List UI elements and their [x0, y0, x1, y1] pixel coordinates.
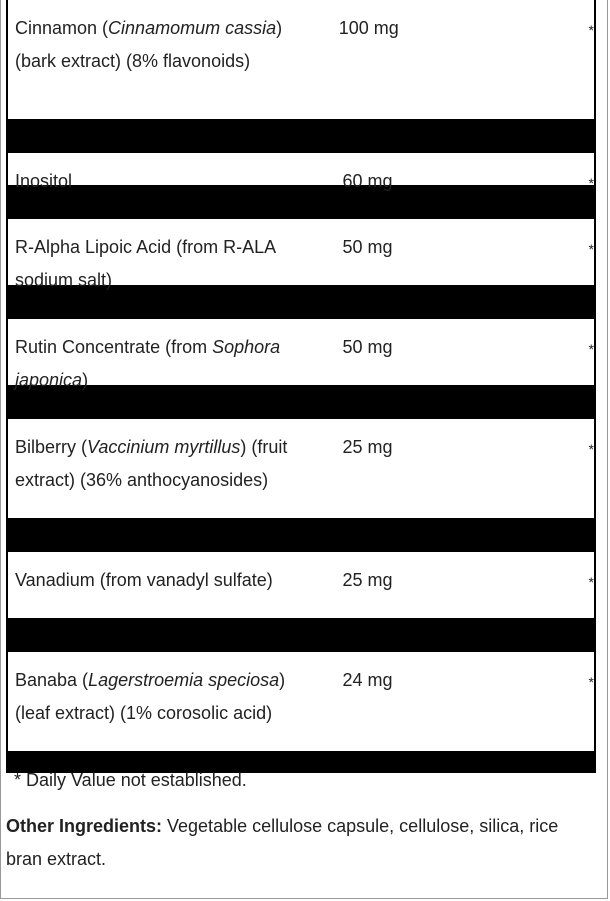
- daily-value: *: [588, 441, 594, 457]
- ingredient-name-part: Rutin Concentrate (from: [15, 337, 213, 357]
- row-separator: [8, 518, 594, 552]
- daily-value: *: [588, 574, 594, 590]
- ingredient-latin-name: Sophora japonica: [15, 337, 281, 390]
- daily-value: *: [588, 341, 594, 357]
- ingredient-latin-name: Cinnamomum cassia: [108, 18, 277, 38]
- other-ingredients-label: Other Ingredients:: [6, 816, 163, 836]
- ingredient-row: [8, 419, 594, 518]
- ingredient-row: [8, 652, 594, 751]
- ingredient-name: [8, 564, 308, 597]
- ingredient-name-part: Inositol: [15, 171, 73, 191]
- daily-value: *: [588, 22, 594, 38]
- ingredient-name-part: ) (bark extract) (8% flavonoids): [15, 18, 283, 71]
- ingredient-amount: 25 mg: [342, 437, 393, 457]
- row-separator: [8, 119, 594, 153]
- ingredient-name-part: Vanadium (from vanadyl sulfate): [15, 570, 273, 590]
- daily-value: *: [588, 175, 594, 191]
- ingredient-amount: 24 mg: [342, 670, 393, 690]
- ingredient-name: [8, 664, 308, 730]
- ingredient-name-part: ) (fruit extract) (36% anthocyanosides): [15, 437, 288, 490]
- ingredient-name-part: Bilberry (: [15, 437, 88, 457]
- ingredient-name-part: R-Alpha Lipoic Acid (from R-ALA sodium salt): [15, 237, 276, 290]
- daily-value: *: [588, 674, 594, 690]
- ingredient-name: [8, 431, 308, 497]
- supplement-facts-table: [6, 0, 596, 773]
- ingredient-name: [8, 165, 308, 198]
- row-separator: [8, 618, 594, 652]
- ingredient-name: [8, 231, 308, 297]
- ingredient-latin-name: Vaccinium myrtillus: [87, 437, 241, 457]
- ingredient-row: [8, 319, 594, 390]
- ingredient-amount: 25 mg: [342, 570, 393, 590]
- ingredient-name: [8, 12, 315, 78]
- ingredient-name-part: Cinnamon (: [15, 18, 109, 38]
- ingredient-amount: 100 mg: [338, 18, 399, 38]
- ingredient-row: [8, 552, 594, 618]
- ingredient-amount: 50 mg: [342, 237, 393, 257]
- other-ingredients: [6, 810, 591, 876]
- ingredient-row: [8, 153, 594, 191]
- ingredient-latin-name: Lagerstroemia speciosa: [88, 670, 280, 690]
- ingredient-amount: 50 mg: [342, 337, 393, 357]
- ingredient-amount: 60 mg: [342, 171, 393, 191]
- ingredient-name-part: ): [82, 370, 89, 390]
- ingredient-name: [8, 331, 308, 397]
- ingredient-name-part: ) (leaf extract) (1% corosolic acid): [15, 670, 286, 723]
- ingredient-row: [8, 219, 594, 290]
- other-ingredients-text: Vegetable cellulose capsule, cellulose, silica, rice bran extract.: [6, 816, 559, 869]
- daily-value-footnote: * Daily Value not established.: [14, 770, 247, 790]
- daily-value: *: [588, 241, 594, 257]
- ingredient-row: [8, 0, 594, 119]
- ingredient-name-part: Banaba (: [15, 670, 89, 690]
